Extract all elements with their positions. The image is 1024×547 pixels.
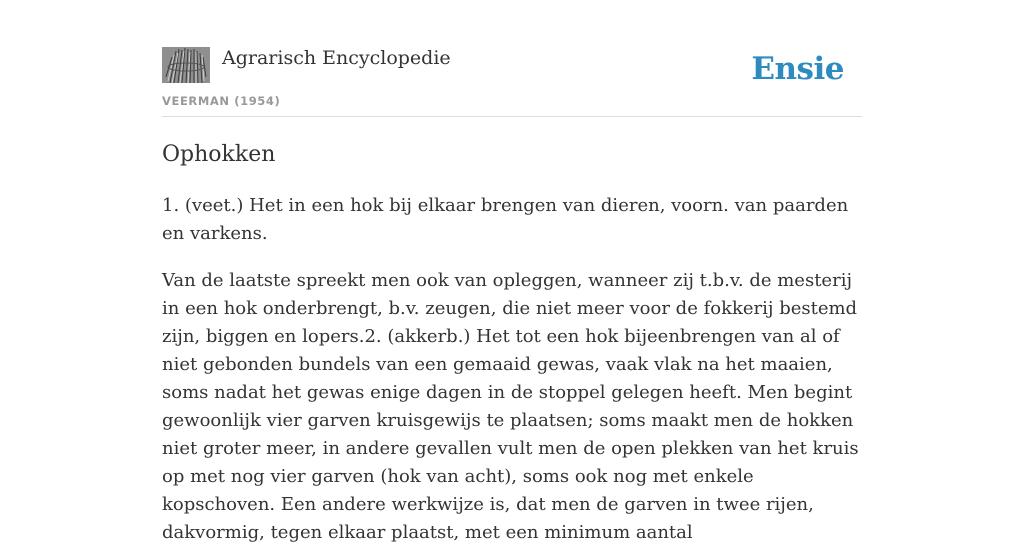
entry-paragraph: 1. (veet.) Het in een hok bij elkaar brengen van dieren, voorn. van paarden en varkens. [162,195,849,244]
page-container [162,0,862,543]
wheat-sheaf-engraving-icon[interactable] [162,47,210,83]
edition-label: VEERMAN (1954) [162,94,281,108]
entry-paragraph: Van de laatste spreekt men ook van opleggen, wanneer zij t.b.v. de mesterij in een hok onderbrengt, b.v. zeugen, die niet meer voor de fokkerij bestemd zijn, biggen en lopers.2. (akkerb.) Het tot een hok bijeenbrengen van al of niet gebonden bundels van een gemaaid gewas, vaak vlak na het maaien, soms nadat het gewas enige dagen in de stoppel gelegen heeft. Men begint gewoonlijk vier garven kruisgewijs te plaatsen; soms maakt men de hokken niet groter meer, in andere gevallen vult men de open plekken van het kruis op met nog vier garven (hok van acht), soms ook nog met enkele kopschoven. Een andere werkwijze is, dat men de garven in twee rijen, dakvormig, tegen elkaar plaatst, met een minimum aantal [162,270,859,543]
header [162,0,862,117]
book-title[interactable]: Agrarisch Encyclopedie [222,47,451,69]
entry-title: Ophokken [162,142,276,167]
ensie-logo[interactable]: Ensie [751,51,844,87]
